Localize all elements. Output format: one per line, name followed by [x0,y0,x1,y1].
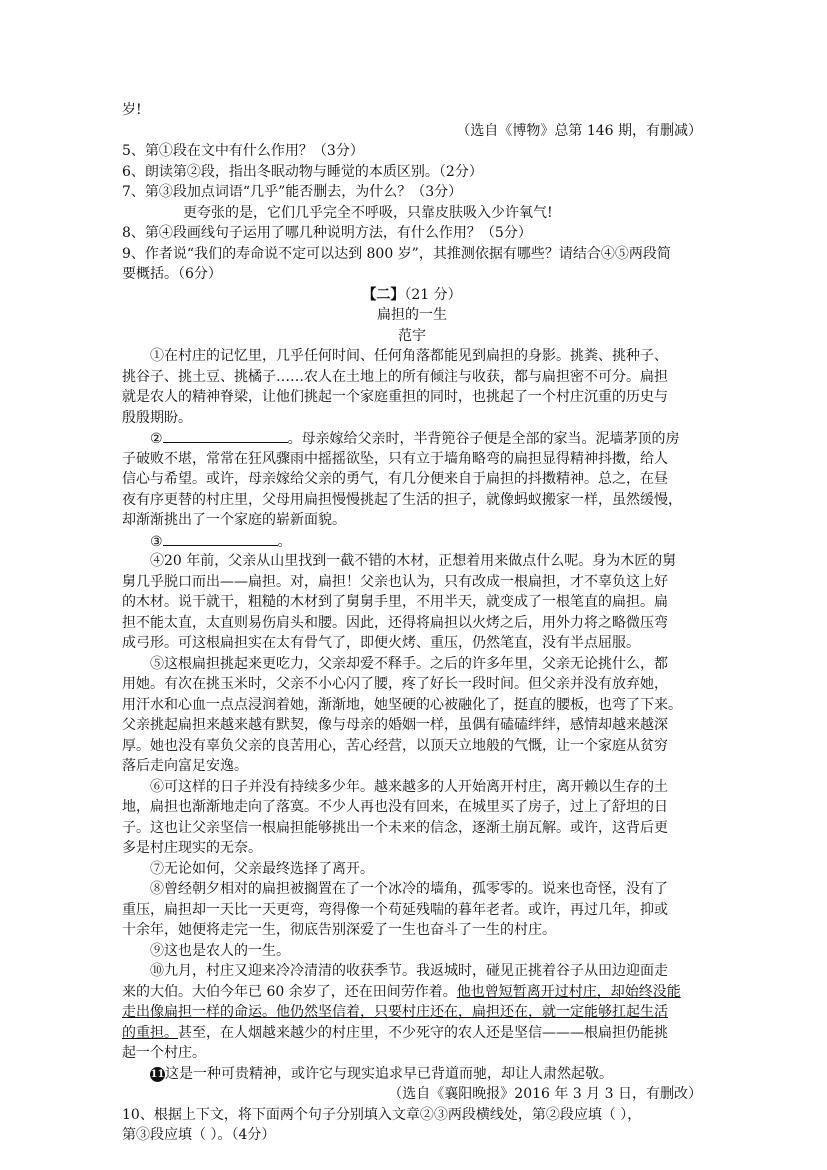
text-line: 十余年，她便将走完一生，彻底告别深爱了一生也奋斗了一生的村庄。 [122,922,556,938]
text-line: 子。这也让父亲坚信一根扁担能够挑出一个未来的信念，逐渐土崩瓦解。或许，这背后更 [122,819,668,836]
question-7: 7、第③段加点词语“几乎”能否删去，为什么？（3分） [122,184,463,200]
text-line: 起一个村庄。 [122,1045,206,1061]
text-line: 用她。有次在挑玉米时，父亲不小心闪了腰，疼了好长一段时间。但父亲并没有放弃她， [122,676,668,692]
text-span: 这是一种可贵精神，或许它与现实追求早已背道而驰，却让人肃然起敬。 [165,1065,613,1082]
text-span: 来的大伯。大伯今年已 60 余岁了，还在田间劳作着。 [122,983,457,1000]
text-line: ⑩九月，村庄又迎来冷冷清清的收获季节。我返城时，碰见正挑着谷子从田边迎面走 [150,963,668,979]
source-citation-2: （选自《襄阳晚报》2016 年 3 月 3 日，有删改） [388,1086,702,1102]
underlined-sentence: 走出像扁担一样的命运。他仍然坚信着，只要村庄还在，扁担还在，就一定能够扛起生活 [122,1004,668,1020]
question-10: 10、根据上下文，将下面两个句子分别填入文章②③两段横线处，第②段应填（ ）， [122,1106,642,1123]
paragraph-3 [122,531,702,552]
text-line: 信心与希望。或许，母亲嫁给父亲的勇气，有几分便来自于扁担的抖擞精神。总之，在昼 [122,471,668,487]
source-citation-1: （选自《博物》总第 146 期，有删减） [456,122,702,139]
fill-blank-2[interactable] [163,428,288,443]
paragraph-6 [122,777,702,859]
text-line: 就是农人的精神脊梁，让他们挑起一个家庭重担的同时，也挑起了一个村庄沉重的历史与 [122,389,668,405]
document-page [122,100,702,1146]
question-8: 8、第④段画线句子运用了哪几种说明方法，有什么作用？（5分） [122,225,532,241]
section-label: 【二】 [362,286,405,303]
paragraph-10 [122,961,702,1064]
section-score: （21 分） [404,286,462,303]
article-author: 范宇 [398,327,426,344]
paragraph-number: ② [150,431,163,447]
text-line: 挑谷子、挑土豆、挑橘子……农人在土地上的所有倾注与收获，都与扁担密不可分。扁担 [122,368,668,385]
text-line: ⑥可这样的日子并没有持续多少年。越来越多的人开始离开村庄，离开赖以生存的土 [150,778,668,795]
text-line: 子破败不堪，常常在狂风骤雨中摇摇欲坠，只有立于墙角略弯的扁担显得精神抖擞，给人 [122,450,668,467]
paragraph-11 [122,1064,702,1085]
paragraph-5 [122,654,702,777]
continued-text: 岁! [122,102,142,118]
paragraph-4 [122,551,702,654]
text-line: ④20 年前，父亲从山里找到一截不错的木材，正想着用来做点什么呢。身为木匠的舅 [150,553,677,569]
paragraph-2 [122,428,702,531]
text-line: 舅几乎脱口而出——扁担。对，扁担！父亲也认为，只有改成一根扁担，才不辜负这上好 [122,573,668,590]
underlined-sentence: 的重担。 [122,1024,178,1041]
question-9-cont: 要概括。（6分） [122,266,222,282]
question-9: 9、作者说“我们的寿命说不定可以达到 800 岁”，其推测依据有哪些？请结合④⑤两段简 [122,245,671,262]
text-line: ⑧曾经朝夕相对的扁担被搁置在了一个冰冷的墙角，孤零零的。说来也奇怪，没有了 [150,881,668,897]
text-line: 落后走向富足安逸。 [122,758,248,774]
paragraph-number: ③ [150,533,163,550]
text-line: 用汗水和心血一点点浸润着她，渐渐地，她坚硬的心被融化了，挺直的腰板，也弯了下来。 [122,696,682,713]
text-line: 夜有序更替的村庄里，父母用扁担慢慢挑起了生活的担子，就像蚂蚁搬家一样，虽然缓慢， [122,491,682,508]
text-line: 多是村庄现实的无奈。 [122,840,262,856]
text-line [122,1023,702,1044]
text-line: 地，扁担也渐渐地走向了落寞。不少人再也没有回来，在城里买了房子，过上了舒坦的日 [122,799,668,815]
paragraph-8 [122,879,702,941]
text-line [122,428,702,449]
question-6: 6、朗读第②段，指出冬眠动物与睡觉的本质区别。（2分） [122,163,483,180]
text-line: 殷殷期盼。 [122,409,192,426]
question-10-cont: 第③段应填（ ）。（4分） [122,1127,276,1143]
question-5: 5、第①段在文中有什么作用？（3分） [122,143,364,159]
text-line: ①在村庄的记忆里，几乎任何时间、任何角落都能见到扁担的身影。挑粪、挑种子、 [150,348,668,364]
article-title: 扁担的一生 [377,307,447,323]
text-line: 的木材。说干就干，粗糙的木材到了舅舅手里，不用半天，就变成了一根笔直的扁担。扁 [122,594,668,610]
text-line: 厚。她也没有辜负父亲的良苦用心，苦心经营，以顶天立地般的气慨，让一个家庭从贫穷 [122,737,668,754]
section-heading [122,285,702,306]
text-line: 担不能太直，太直则易伤肩头和腰。因此，还得将扁担以火烤之后，用外力将之略微压弯 [122,614,668,631]
text-span: 。母亲嫁给父亲时，半背篼谷子便是全部的家当。泥墙茅顶的房 [287,431,680,447]
text-line [122,982,702,1003]
text-line: 重压，扁担却一天比一天更弯，弯得像一个苟延残喘的暮年老者。或许，再过几年，抑或 [122,901,668,918]
question-7-quote: 更夸张的是，它们几乎完全不呼吸，只靠皮肤吸入少许氧气! [183,204,553,221]
underlined-sentence: 他也曾短暂离开过村庄，却始终没能 [456,983,681,1000]
text-span: 。 [277,533,292,550]
fill-blank-3[interactable] [163,531,278,546]
text-line: ⑤这根扁担挑起来更吃力，父亲却爱不释手。之后的许多年里，父亲无论挑什么，都 [150,655,668,672]
text-line: 父亲挑起扁担来越来越有默契，像与母亲的婚姻一样，虽偶有磕磕绊绊，感情却越来越深 [122,717,668,733]
paragraph-7: ⑦无论如何，父亲最终选择了离开。 [150,860,374,877]
paragraph-number-11: 11 [150,1068,165,1080]
text-line: 成弓形。可这根扁担实在太有骨气了，即便火烤、重压，仍然笔直，没有半点屈服。 [122,635,640,651]
paragraph-9: ⑨这也是农人的一生。 [150,942,290,959]
text-line: 却渐渐挑出了一个家庭的崭新面貌。 [122,512,346,528]
paragraph-1 [122,346,702,428]
text-span: 甚至，在人烟越来越少的村庄里，不少死守的农人还是坚信———根扁担仍能挑 [178,1024,668,1041]
